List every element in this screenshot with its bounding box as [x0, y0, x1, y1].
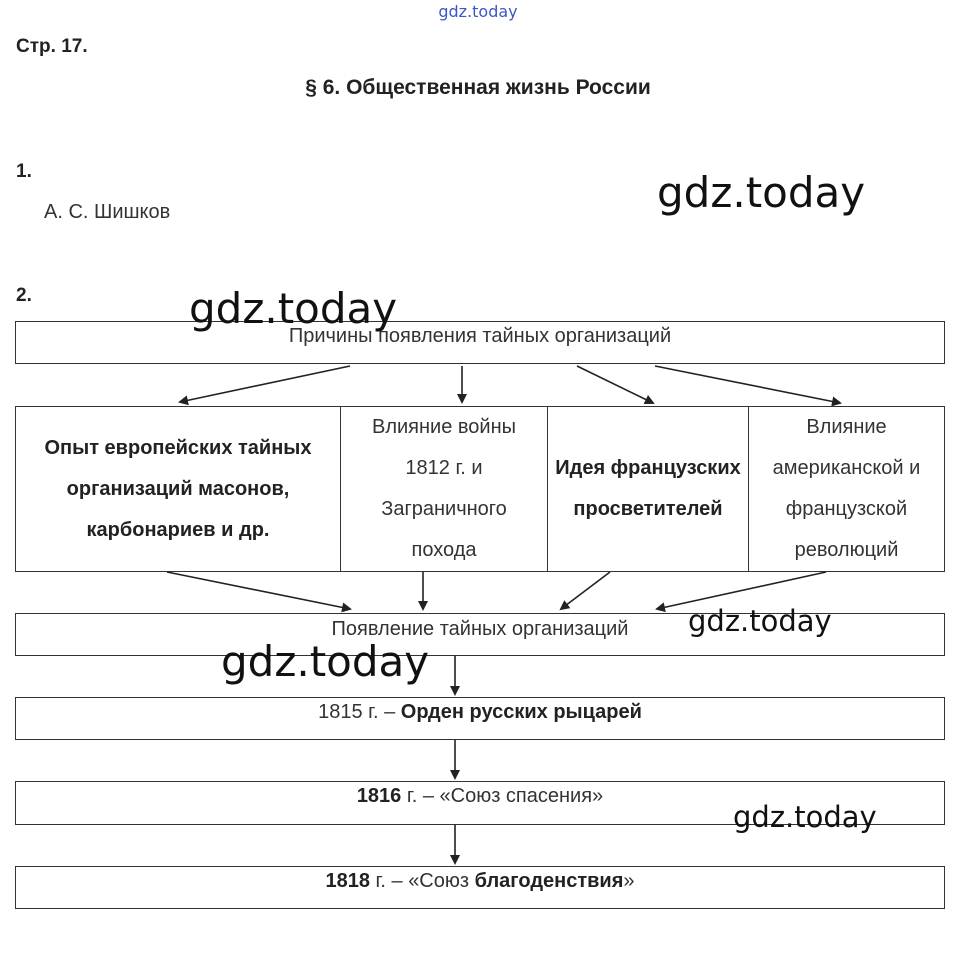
cause-war-1812: Влияние войны 1812 г. и Заграничного похода [341, 407, 548, 571]
arrow-to-cause-1 [180, 366, 350, 402]
event-1816-year: 1816 [356, 785, 402, 807]
question-2-number: 2. [16, 285, 32, 306]
event-1815-year: 1815 г. – [318, 701, 401, 723]
question-1-answer: А. С. Шишков [44, 201, 171, 223]
section-title: § 6. Общественная жизнь России [305, 76, 651, 99]
cause-french-enlighteners: Идея французских просветителей [548, 407, 749, 571]
watermark-3: gdz.today [688, 604, 832, 638]
event-1815-name: Орден русских рыцарей [400, 701, 642, 723]
event-1816-name: г. – «Союз спасения» [401, 785, 604, 807]
watermark-top: gdz.today [438, 2, 518, 21]
cause-revolutions: Влияние американской и французской революций [772, 416, 921, 561]
watermark-5: gdz.today [733, 800, 877, 834]
result-text: Появление тайных организаций [331, 618, 629, 640]
watermark-4: gdz.today [221, 637, 430, 686]
event-1818-name: благоденствия [474, 870, 624, 892]
question-1-number: 1. [16, 161, 32, 182]
arrow-from-cause-3 [561, 572, 610, 609]
event-1818-end: » [623, 870, 635, 892]
causes-header-text: Причины появления тайных организаций [288, 325, 672, 347]
event-1818-year: 1818 [325, 870, 370, 892]
page-reference: Стр. 17. [16, 36, 88, 57]
watermark-1: gdz.today [657, 168, 866, 217]
watermark-2: gdz.today [189, 284, 398, 333]
arrow-to-cause-3 [577, 366, 653, 403]
cause-european-societies: Опыт европейских тайных организаций масонов, карбонариев и др. [16, 407, 341, 571]
arrow-from-cause-1 [167, 572, 350, 609]
arrow-to-cause-4 [655, 366, 840, 403]
event-1818-mid: г. – «Союз [369, 870, 475, 892]
